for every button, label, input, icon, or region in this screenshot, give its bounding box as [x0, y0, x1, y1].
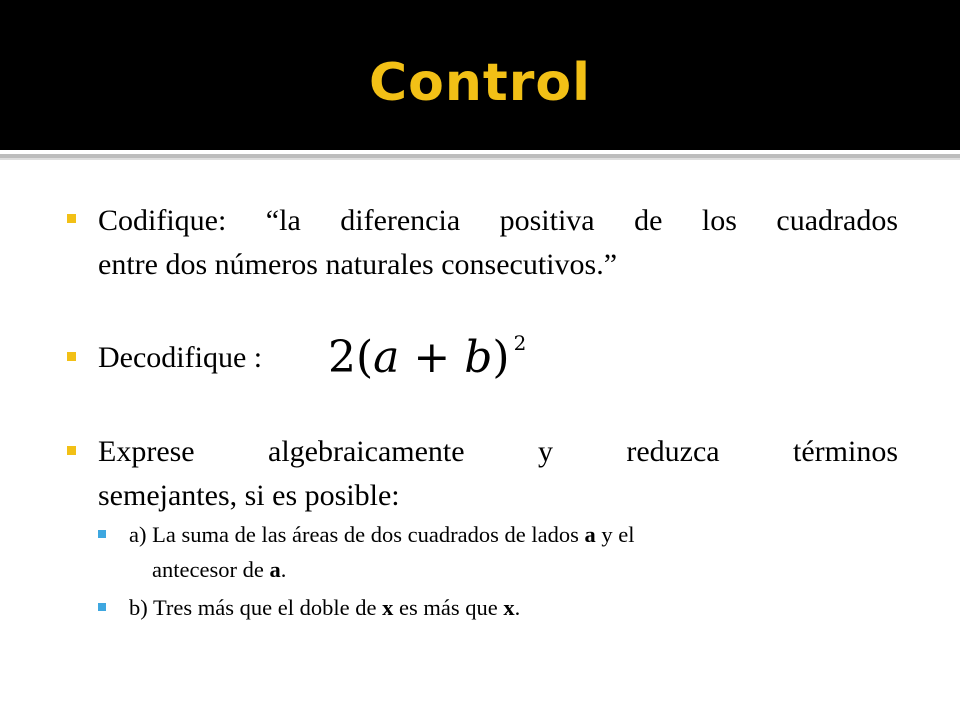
sub-text: a) La suma de las áreas de dos cuadrados de lados: [129, 522, 585, 547]
sub-bullet-a-cont: [152, 553, 912, 587]
formula-coefficient: 2(: [328, 332, 374, 383]
slide-title: Control: [369, 53, 591, 113]
sub-text: .: [280, 557, 287, 582]
formula-close: ): [492, 332, 510, 383]
sub-bold-var: x: [503, 595, 515, 620]
square-bullet-icon: [98, 530, 106, 538]
square-bullet-icon: [67, 352, 76, 361]
sub-text: antecesor de: [152, 557, 270, 582]
sub-bold-var: a: [269, 557, 281, 582]
sub-bullet-a: [129, 518, 889, 552]
bullet-text-line: entre dos números naturales consecutivos.”: [98, 248, 618, 281]
bullet-text: Decodifique :: [98, 341, 263, 374]
square-bullet-icon: [98, 603, 106, 611]
formula-exponent: 2: [513, 331, 527, 355]
divider: [0, 158, 960, 160]
sub-bullet-b: [129, 591, 889, 625]
bullet-codifique: [98, 199, 898, 287]
bullet-text-line: Codifique: “la diferencia positiva de los cuadrados: [98, 204, 898, 237]
divider: [0, 150, 960, 153]
bullet-exprese: [98, 430, 898, 518]
bullet-text-line: semejantes, si es posible:: [98, 479, 400, 512]
formula-var-a: a: [373, 332, 400, 383]
sub-bold-var: x: [382, 595, 394, 620]
formula-plus: +: [399, 332, 465, 383]
sub-text: y el: [595, 522, 635, 547]
square-bullet-icon: [67, 446, 76, 455]
sub-bold-var: a: [584, 522, 596, 547]
bullet-text-line: Exprese algebraicamente y reduzca términos: [98, 435, 898, 468]
sub-text: .: [514, 595, 521, 620]
sub-text: b) Tres más que el doble de: [129, 595, 383, 620]
title-bar: [0, 0, 960, 150]
sub-text: es más que: [393, 595, 504, 620]
formula-var-b: b: [464, 332, 493, 383]
square-bullet-icon: [67, 214, 76, 223]
math-formula: [328, 331, 527, 387]
